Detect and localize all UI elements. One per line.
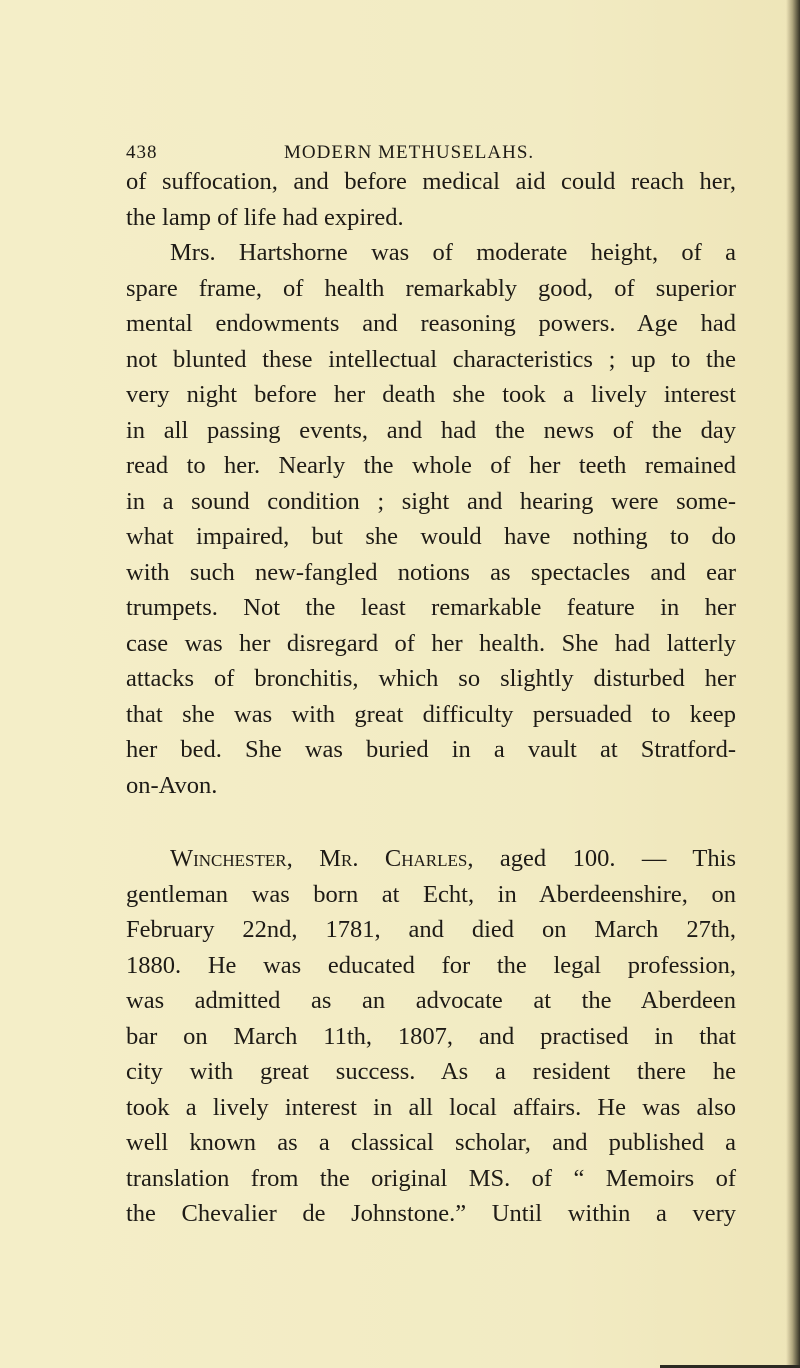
text-line: that she was with great difficulty persuaded to keep [126,700,736,728]
running-title: MODERN METHUSELAHS. [284,142,535,163]
entry-first-line [126,841,736,877]
paragraph-gap [126,803,736,841]
text-line: spare frame, of health remarkably good, of superior [126,274,736,302]
text-line: bar on March 11th, 1807, and practised in that [126,1022,736,1050]
text-line: took a lively interest in all local affairs. He was also [126,1093,736,1121]
text-line: attacks of bronchitis, which so slightly disturbed her [126,665,736,692]
page-edge-shadow [786,0,800,1368]
body-text [126,164,736,1232]
entry-heading: Winchester, Mr. Charles, [170,845,474,872]
text-line: Mrs. Hartshorne was of moderate height, of a [170,239,736,266]
text-line: was admitted as an advocate at the Aberdeen [126,987,736,1014]
page-number: 438 [126,142,158,163]
text-line: in a sound condition ; sight and hearing were some- [126,487,736,515]
text-line: translation from the original MS. of “ Memoirs of [126,1164,736,1192]
text-line: the Chevalier de Johnstone.” Until within a very [126,1200,736,1227]
entry-first-line-rest: aged 100. — This [499,845,736,872]
text-line: her bed. She was buried in a vault at Stratford- [126,736,736,763]
text-line: mental endowments and reasoning powers. Age had [126,310,736,337]
text-line: read to her. Nearly the whole of her teeth remained [126,452,736,479]
text-line: 1880. He was educated for the legal profession, [126,951,736,979]
text-line: case was her disregard of her health. She had latterly [126,629,736,657]
text-line: not blunted these intellectual characteristics ; up to the [126,345,736,373]
text-line: February 22nd, 1781, and died on March 27th, [126,916,736,943]
text-line: the lamp of life had expired. [126,203,404,231]
text-line: on-Avon. [126,771,218,799]
text-line: of suffocation, and before medical aid could reach her, [126,168,736,195]
text-line: well known as a classical scholar, and published a [126,1129,736,1156]
text-line: with such new-fangled notions as spectacles and ear [126,558,736,586]
text-line: city with great success. As a resident there he [126,1058,736,1085]
text-line: in all passing events, and had the news of the day [126,416,736,444]
text-line: gentleman was born at Echt, in Aberdeenshire, on [126,880,736,908]
text-line: very night before her death she took a lively interest [126,381,736,408]
text-line: trumpets. Not the least remarkable feature in her [126,594,736,621]
text-line: what impaired, but she would have nothing to do [126,523,736,550]
